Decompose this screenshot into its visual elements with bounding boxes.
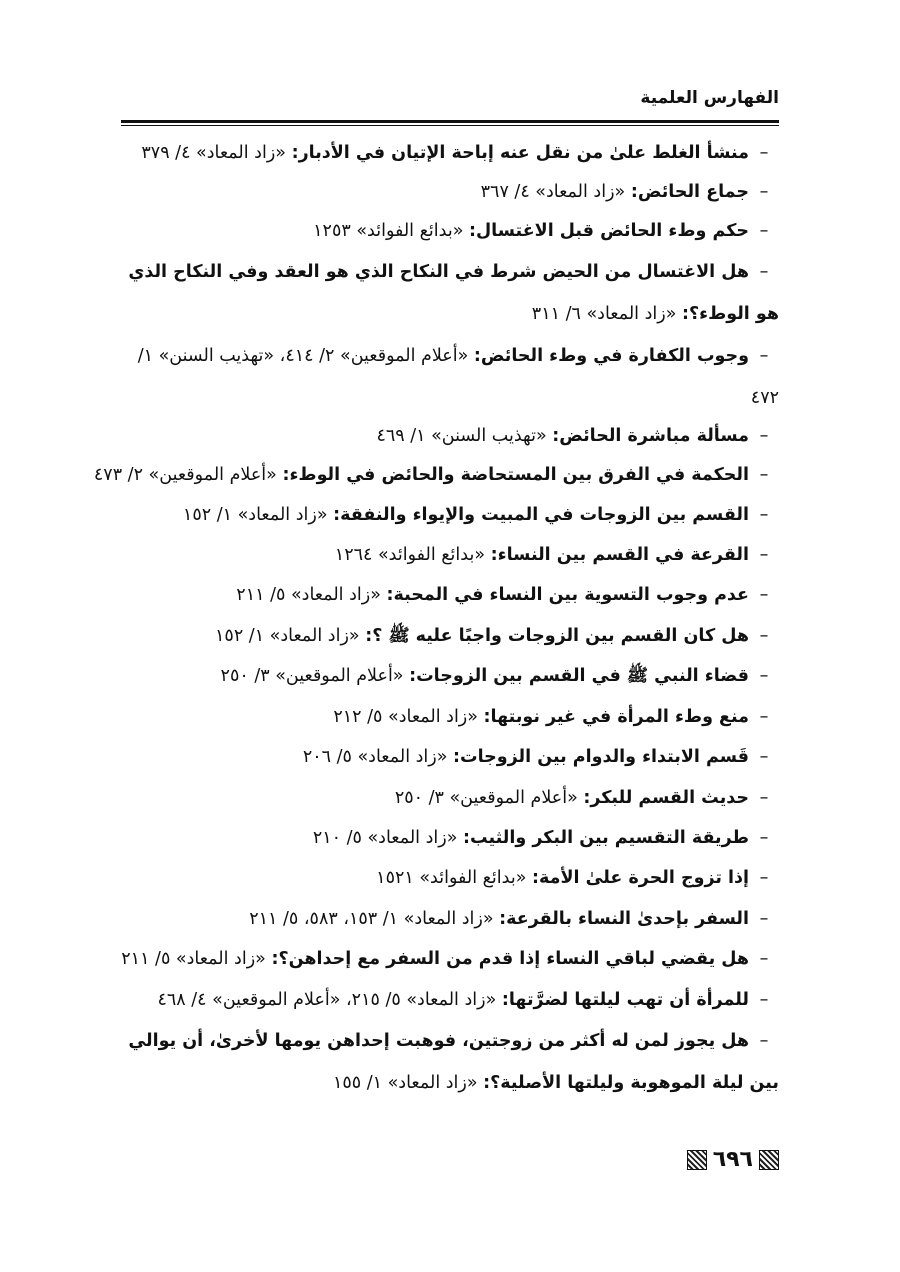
index-entry: –هل يقضي لباقي النساء إذا قدم من السفر مع إحداهن؟: «زاد المعاد» ٥/ ٢١١	[121, 949, 769, 969]
page-number: ٦٩٦	[712, 1147, 753, 1172]
entry-source: «زاد المعاد» ٤/ ٣٦٧	[480, 182, 626, 202]
entry-title: هل يجوز لمن له أكثر من زوجتين، فوهبت إحداهن يومها لأخرىٰ، أن يوالي بين ليلة الموهوبة وليلتها الأصلية؟:	[128, 1031, 779, 1093]
index-entry: –حكم وطء الحائض قبل الاغتسال: «بدائع الفوائد» ١٢٥٣	[313, 221, 769, 241]
entry-title: السفر بإحدىٰ النساء بالقرعة:	[499, 909, 749, 929]
index-entry: –إذا تزوج الحرة علىٰ الأمة: «بدائع الفوائد» ١٥٢١	[376, 868, 769, 888]
entry-source: «أعلام الموقعين» ٣/ ٢٥٠	[220, 666, 404, 686]
entry-title: حكم وطء الحائض قبل الاغتسال:	[469, 221, 749, 241]
entry-source: «زاد المعاد» ٥/ ٢١٠	[312, 828, 458, 848]
page-footer	[687, 1147, 779, 1172]
entry-title: هل كان القسم بين الزوجات واجبًا عليه ﷺ ؟:	[365, 626, 749, 646]
entry-source: «زاد المعاد» ٥/ ٢١١	[121, 949, 266, 969]
entry-source: «زاد المعاد» ٥/ ٢١١	[236, 585, 381, 605]
entry-source: «أعلام الموقعين» ٢/ ٤١٤، «تهذيب السنن» ١/ ٤٧٢	[137, 346, 779, 408]
entry-source: «بدائع الفوائد» ١٢٥٣	[313, 221, 464, 241]
entry-source: «زاد المعاد» ٦/ ٣١١	[531, 304, 677, 324]
entry-source: «زاد المعاد» ١/ ١٥٢	[182, 505, 328, 525]
entry-title: مسألة مباشرة الحائض:	[552, 426, 749, 446]
entry-title: القرعة في القسم بين النساء:	[490, 545, 749, 565]
index-entry: –للمرأة أن تهب ليلتها لضرَّتها: «زاد المعاد» ٥/ ٢١٥، «أعلام الموقعين» ٤/ ٤٦٨	[157, 990, 769, 1010]
index-entry: –قَسم الابتداء والدوام بين الزوجات: «زاد المعاد» ٥/ ٢٠٦	[302, 747, 769, 767]
index-entry: –القسم بين الزوجات في المبيت والإيواء والنفقة: «زاد المعاد» ١/ ١٥٢	[182, 505, 769, 525]
entry-title: حديث القسم للبكر:	[583, 788, 749, 808]
entry-title: طريقة التقسيم بين البكر والثيب:	[463, 828, 749, 848]
index-entry: –القرعة في القسم بين النساء: «بدائع الفوائد» ١٢٦٤	[334, 545, 769, 565]
index-entry: –الحكمة في الفرق بين المستحاضة والحائض في الوطء: «أعلام الموقعين» ٢/ ٤٧٣	[93, 465, 769, 485]
entry-title: وجوب الكفارة في وطء الحائض:	[473, 346, 749, 366]
entry-title: منع وطء المرأة في غير نوبتها:	[483, 707, 749, 727]
entry-title: قضاء النبي ﷺ في القسم بين الزوجات:	[409, 666, 749, 686]
index-entry: –هل كان القسم بين الزوجات واجبًا عليه ﷺ ؟: «زاد المعاد» ١/ ١٥٢	[215, 626, 769, 646]
entry-source: «بدائع الفوائد» ١٢٦٤	[334, 545, 486, 565]
index-entry: –عدم وجوب التسوية بين النساء في المحبة: «زاد المعاد» ٥/ ٢١١	[236, 585, 769, 605]
index-entry: –السفر بإحدىٰ النساء بالقرعة: «زاد المعاد» ١/ ١٥٣، ٥٨٣، ٥/ ٢١١	[249, 909, 769, 929]
entry-title: قَسم الابتداء والدوام بين الزوجات:	[453, 747, 749, 767]
index-entry: –جماع الحائض: «زاد المعاد» ٤/ ٣٦٧	[480, 182, 769, 202]
entry-title: القسم بين الزوجات في المبيت والإيواء والنفقة:	[333, 505, 749, 525]
entry-title: عدم وجوب التسوية بين النساء في المحبة:	[386, 585, 749, 605]
entry-title: جماع الحائض:	[630, 182, 749, 202]
entry-title: للمرأة أن تهب ليلتها لضرَّتها:	[501, 990, 749, 1010]
index-entry: –هل يجوز لمن له أكثر من زوجتين، فوهبت إحداهن يومها لأخرىٰ، أن يوالي بين ليلة الموهوبة وليلتها الأصلية؟: «زاد المعاد» ١/ ١٥٥	[128, 1031, 779, 1093]
index-entry: –منشأ الغلط علىٰ من نقل عنه إباحة الإتيان في الأدبار: «زاد المعاد» ٤/ ٣٧٩	[141, 143, 769, 163]
entry-source: «زاد المعاد» ١/ ١٥٥	[332, 1073, 478, 1093]
index-entry: –هل الاغتسال من الحيض شرط في النكاح الذي هو العقد وفي النكاح الذي هو الوطء؟: «زاد المعاد» ٦/ ٣١١	[128, 262, 779, 324]
ornament-icon	[759, 1150, 779, 1170]
entry-source: «زاد المعاد» ٥/ ٢٠٦	[302, 747, 448, 767]
index-entry: –حديث القسم للبكر: «أعلام الموقعين» ٣/ ٢٥٠	[394, 788, 769, 808]
page-header-title: الفهارس العلمية	[640, 88, 779, 108]
entry-title: الحكمة في الفرق بين المستحاضة والحائض في الوطء:	[282, 465, 749, 485]
entry-source: «أعلام الموقعين» ٣/ ٢٥٠	[394, 788, 578, 808]
entry-source: «تهذيب السنن» ١/ ٤٦٩	[376, 426, 547, 446]
entry-source: «زاد المعاد» ٤/ ٣٧٩	[141, 143, 286, 163]
entry-source: «بدائع الفوائد» ١٥٢١	[376, 868, 527, 888]
entry-source: «زاد المعاد» ٥/ ٢١٢	[333, 707, 478, 727]
index-entry: –طريقة التقسيم بين البكر والثيب: «زاد المعاد» ٥/ ٢١٠	[312, 828, 769, 848]
entry-source: «أعلام الموقعين» ٢/ ٤٧٣	[93, 465, 277, 485]
index-entry: –منع وطء المرأة في غير نوبتها: «زاد المعاد» ٥/ ٢١٢	[333, 707, 769, 727]
index-entry: –مسألة مباشرة الحائض: «تهذيب السنن» ١/ ٤٦٩	[376, 426, 769, 446]
entry-title: هل يقضي لباقي النساء إذا قدم من السفر مع إحداهن؟:	[271, 949, 749, 969]
index-entry: –وجوب الكفارة في وطء الحائض: «أعلام الموقعين» ٢/ ٤١٤، «تهذيب السنن» ١/ ٤٧٢	[137, 346, 779, 408]
entry-source: «زاد المعاد» ١/ ١٥٣، ٥٨٣، ٥/ ٢١١	[249, 909, 494, 929]
ornament-icon	[687, 1150, 707, 1170]
entry-source: «زاد المعاد» ١/ ١٥٢	[215, 626, 360, 646]
entry-title: منشأ الغلط علىٰ من نقل عنه إباحة الإتيان في الأدبار:	[291, 143, 749, 163]
entry-source: «زاد المعاد» ٥/ ٢١٥، «أعلام الموقعين» ٤/ ٤٦٨	[157, 990, 497, 1010]
entry-title: إذا تزوج الحرة علىٰ الأمة:	[532, 868, 749, 888]
entry-title: هل الاغتسال من الحيض شرط في النكاح الذي هو العقد وفي النكاح الذي هو الوطء؟:	[128, 262, 779, 324]
index-entry: –قضاء النبي ﷺ في القسم بين الزوجات: «أعلام الموقعين» ٣/ ٢٥٠	[220, 666, 769, 686]
